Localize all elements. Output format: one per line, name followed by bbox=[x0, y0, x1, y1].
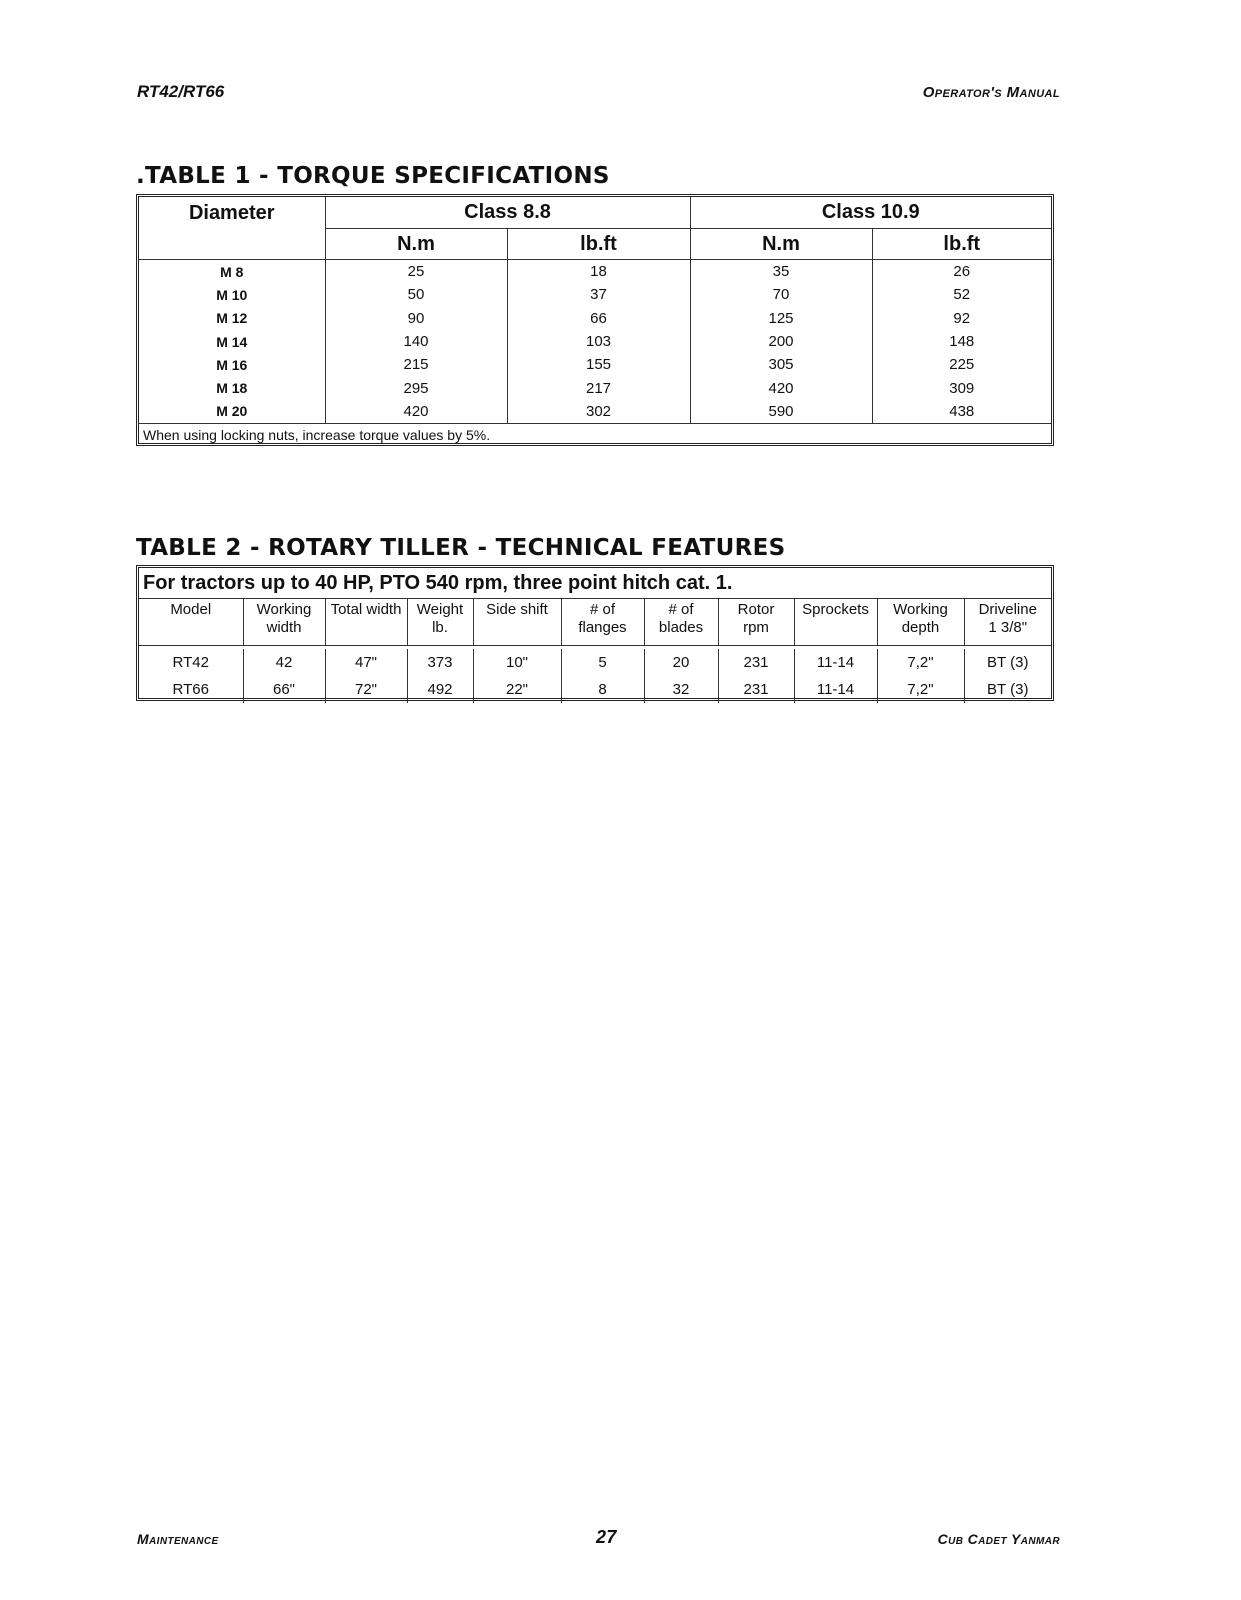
diameter-cell: M 10 bbox=[139, 283, 325, 306]
torque-note: When using locking nuts, increase torque values by 5%. bbox=[139, 424, 1051, 447]
column-header-driveline: Driveline 1 3/8" bbox=[964, 599, 1051, 646]
column-headers bbox=[139, 599, 1051, 646]
column-header-working-depth: Working depth bbox=[877, 599, 964, 646]
value-cell: 200 bbox=[690, 330, 872, 353]
value-cell: 32 bbox=[644, 676, 718, 703]
footer-brand: Cub Cadet Yanmar bbox=[937, 1531, 1060, 1547]
diameter-cell: M 16 bbox=[139, 353, 325, 376]
value-cell: BT (3) bbox=[987, 681, 1029, 698]
value-cell: 90 bbox=[325, 307, 507, 330]
column-header-blades: # of blades bbox=[644, 599, 718, 646]
value-cell: 92 bbox=[953, 309, 971, 327]
value-cell: 7,2" bbox=[877, 676, 964, 703]
value-cell: 35 bbox=[690, 260, 872, 284]
value-cell: 438 bbox=[949, 402, 975, 420]
unit-nm-header: N.m bbox=[690, 229, 872, 260]
value-cell: 5 bbox=[561, 649, 644, 676]
value-cell: 103 bbox=[507, 330, 690, 353]
footer-section: Maintenance bbox=[137, 1531, 219, 1547]
table-row bbox=[139, 283, 1051, 306]
diameter-header: Diameter bbox=[139, 197, 325, 260]
value-cell: 7,2" bbox=[877, 649, 964, 676]
doc-manual-header: Operator's Manual bbox=[922, 84, 1060, 101]
table-row bbox=[139, 376, 1051, 399]
value-cell: BT (3) bbox=[987, 654, 1029, 671]
value-cell: 148 bbox=[949, 333, 975, 351]
value-cell: 25 bbox=[325, 260, 507, 284]
value-cell: 373 bbox=[407, 649, 473, 676]
diameter-cell: M 8 bbox=[139, 260, 325, 284]
value-cell: 11-14 bbox=[794, 649, 877, 676]
model-cell: RT42 bbox=[139, 649, 243, 676]
value-cell: 66" bbox=[243, 676, 325, 703]
table-row bbox=[139, 649, 1051, 676]
table-row bbox=[139, 307, 1051, 330]
table2-title: TABLE 2 - ROTARY TILLER - TECHNICAL FEATURES bbox=[136, 535, 786, 561]
value-cell: 26 bbox=[953, 263, 971, 281]
value-cell: 11-14 bbox=[794, 676, 877, 703]
value-cell: 231 bbox=[718, 649, 794, 676]
value-cell: 420 bbox=[325, 400, 507, 424]
value-cell: 217 bbox=[507, 376, 690, 399]
value-cell: 492 bbox=[407, 676, 473, 703]
class-10-9-header: Class 10.9 bbox=[690, 197, 1051, 229]
value-cell: 125 bbox=[690, 307, 872, 330]
value-cell: 10" bbox=[473, 649, 561, 676]
column-header-sprockets: Sprockets bbox=[794, 599, 877, 646]
value-cell: 70 bbox=[690, 283, 872, 306]
torque-table bbox=[136, 194, 1054, 446]
diameter-cell: M 20 bbox=[139, 400, 325, 424]
value-cell: 420 bbox=[690, 376, 872, 399]
value-cell: 50 bbox=[325, 283, 507, 306]
value-cell: 140 bbox=[325, 330, 507, 353]
value-cell: 309 bbox=[949, 379, 975, 397]
unit-nm-header: N.m bbox=[325, 229, 507, 260]
diameter-cell: M 12 bbox=[139, 307, 325, 330]
value-cell: 302 bbox=[507, 400, 690, 424]
diameter-cell: M 18 bbox=[139, 376, 325, 399]
value-cell: 225 bbox=[949, 356, 975, 374]
value-cell: 590 bbox=[690, 400, 872, 424]
table-row bbox=[139, 400, 1051, 424]
unit-lbft-header: lb.ft bbox=[872, 229, 1051, 260]
unit-lbft-header: lb.ft bbox=[507, 229, 690, 260]
value-cell: 305 bbox=[690, 353, 872, 376]
column-header-side-shift: Side shift bbox=[473, 599, 561, 646]
table-row bbox=[139, 676, 1051, 703]
value-cell: 42 bbox=[243, 649, 325, 676]
column-header-rotor-rpm: Rotor rpm bbox=[718, 599, 794, 646]
value-cell: 47" bbox=[325, 649, 407, 676]
diameter-cell: M 14 bbox=[139, 330, 325, 353]
value-cell: 295 bbox=[325, 376, 507, 399]
value-cell: 215 bbox=[325, 353, 507, 376]
doc-model-header: RT42/RT66 bbox=[137, 82, 225, 101]
table2-caption: For tractors up to 40 HP, PTO 540 rpm, three point hitch cat. 1. bbox=[139, 568, 1051, 599]
value-cell: 52 bbox=[953, 286, 971, 304]
table-row bbox=[139, 330, 1051, 353]
column-header-weight: Weight lb. bbox=[407, 599, 473, 646]
page-number: 27 bbox=[596, 1527, 617, 1547]
column-header-model: Model bbox=[139, 599, 243, 646]
value-cell: 8 bbox=[561, 676, 644, 703]
table1-title: .TABLE 1 - TORQUE SPECIFICATIONS bbox=[136, 163, 610, 189]
table-row bbox=[139, 353, 1051, 376]
column-header-working-width: Working width bbox=[243, 599, 325, 646]
value-cell: 66 bbox=[507, 307, 690, 330]
table-row bbox=[139, 260, 1051, 284]
value-cell: 155 bbox=[507, 353, 690, 376]
value-cell: 37 bbox=[507, 283, 690, 306]
column-header-total-width: Total width bbox=[325, 599, 407, 646]
tiller-features-table bbox=[136, 565, 1054, 701]
value-cell: 22" bbox=[473, 676, 561, 703]
column-header-flanges: # of flanges bbox=[561, 599, 644, 646]
value-cell: 20 bbox=[644, 649, 718, 676]
value-cell: 18 bbox=[507, 260, 690, 284]
value-cell: 231 bbox=[718, 676, 794, 703]
model-cell: RT66 bbox=[139, 676, 243, 703]
value-cell: 72" bbox=[325, 676, 407, 703]
class-8-8-header: Class 8.8 bbox=[325, 197, 690, 229]
